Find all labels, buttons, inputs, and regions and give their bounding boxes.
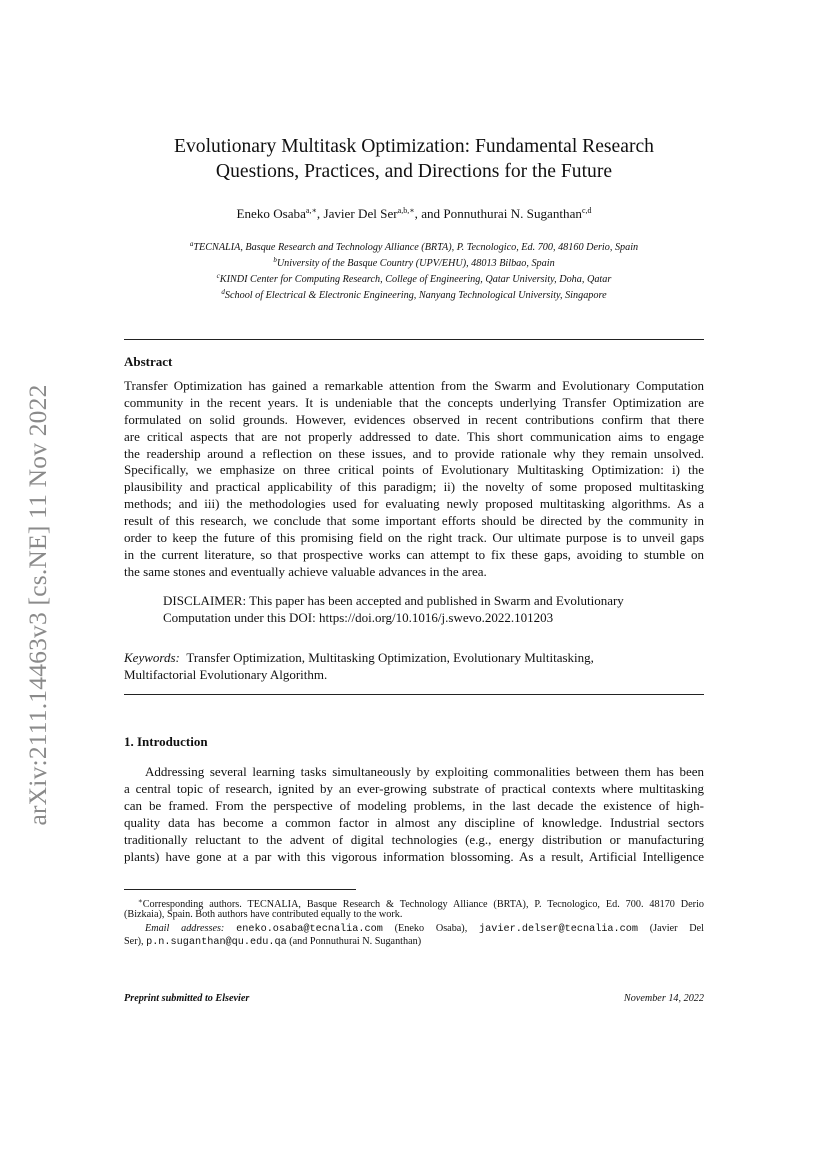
email-owner: (and Ponnuthurai N. Suganthan) bbox=[286, 936, 422, 948]
affiliation bbox=[124, 254, 704, 270]
affiliation bbox=[124, 286, 704, 302]
author-name: Ponnuthurai N. Suganthan bbox=[443, 206, 582, 221]
author-affil-mark: a,b,∗ bbox=[397, 206, 415, 215]
affiliation-list bbox=[124, 238, 704, 302]
footnote-line: (Bizkaia), Spain. Both authors have contributed equally to the work. bbox=[124, 909, 403, 921]
affiliation-text: School of Electrical & Electronic Engineering, Nanyang Technological University, Singapore bbox=[224, 290, 607, 302]
title-line-2: Questions, Practices, and Directions for the Future bbox=[215, 160, 613, 182]
abstract-line: community in the recent years. It is undeniable that the concepts underlying Transfer Optimization are bbox=[124, 394, 704, 410]
abstract-line: result of this research, we conclude that some important efforts should be directed by the community in bbox=[124, 513, 704, 529]
affiliation-mark: a bbox=[189, 240, 194, 248]
abstract-line: methods; and iii) the methodologies used for evaluating newly proposed multitasking algorithms. As a bbox=[124, 496, 704, 512]
footnote-rule bbox=[124, 889, 356, 890]
footer-preprint-note: Preprint submitted to Elsevier bbox=[124, 993, 250, 1004]
affiliation-text: University of the Basque Country (UPV/EHU), 48013 Bilbao, Spain bbox=[276, 258, 555, 270]
author-name: Eneko Osaba bbox=[236, 206, 306, 221]
intro-line: quality data has become a common factor in almost any discipline of knowledge. Industrial sectors bbox=[124, 815, 704, 830]
keywords-label: Keywords: bbox=[124, 650, 180, 665]
affiliation-text: KINDI Center for Computing Research, College of Engineering, Qatar University, Doha, Qatar bbox=[219, 274, 612, 286]
keywords-text: Transfer Optimization, Multitasking Optimization, Evolutionary Multitasking, bbox=[186, 650, 594, 665]
abstract-bottom-rule bbox=[124, 694, 704, 695]
author-separator: , and bbox=[414, 206, 444, 221]
footnote-emails-cont bbox=[124, 935, 704, 948]
intro-line: a central topic of research, ignited by an ever-growing substrate of practical contexts where multitasking bbox=[124, 781, 704, 796]
footnote-line bbox=[124, 895, 704, 908]
abstract-line: the same stones and eventually achieve valuable advances in the area. bbox=[124, 563, 487, 579]
disclaimer-line: DISCLAIMER: This paper has been accepted and published in Swarm and Evolutionary bbox=[163, 593, 624, 608]
introduction-body bbox=[124, 763, 704, 865]
arxiv-stamp: arXiv:2111.14463v3 [cs.NE] 11 Nov 2022 bbox=[23, 384, 52, 826]
email-link[interactable]: p.n.suganthan@qu.edu.qa bbox=[146, 937, 287, 949]
abstract-top-rule bbox=[124, 339, 704, 340]
abstract-line: in the current literature, so that prospective works can attempt to fix these gaps, avoiding to stumble on bbox=[124, 546, 704, 562]
author-separator: , bbox=[316, 206, 324, 221]
intro-line: Addressing several learning tasks simultaneously by exploiting commonalities between them has been bbox=[145, 764, 704, 779]
email-link[interactable]: javier.delser@tecnalia.com bbox=[479, 923, 638, 935]
footnote-text: Corresponding authors. TECNALIA, Basque Research & Technology Alliance (BRTA), P. Tecnologico, Ed. 700. 48170 Derio bbox=[142, 899, 704, 910]
title-line-1: Evolutionary Multitask Optimization: Fundamental Research bbox=[174, 136, 654, 157]
keywords bbox=[124, 650, 594, 684]
author-affil-mark: c,d bbox=[581, 206, 592, 215]
footnote-emails bbox=[124, 922, 704, 935]
disclaimer bbox=[163, 593, 624, 627]
affiliation bbox=[124, 238, 704, 254]
abstract-line: plausibility and practical applicability of this paradigm; ii) the novelty of some proposed multitasking bbox=[124, 479, 704, 495]
email-link[interactable]: eneko.osaba@tecnalia.com bbox=[236, 923, 383, 935]
abstract-body bbox=[124, 378, 704, 581]
email-owner: Ser), bbox=[124, 936, 147, 948]
footnote-mark: ∗ bbox=[138, 897, 143, 905]
abstract-line: Specifically, we emphasize on three critical points of Evolutionary Multitasking Optimization: i) the bbox=[124, 462, 704, 478]
email-label: Email addresses: bbox=[145, 922, 225, 934]
section-heading-introduction: 1. Introduction bbox=[124, 734, 208, 749]
abstract-line: Transfer Optimization has gained a remarkable attention from the Swarm and Evolutionary Computation bbox=[124, 378, 704, 393]
intro-line: traditionally reluctant to the advent of digital technologies (e.g., energy distribution or manufacturing bbox=[124, 832, 704, 847]
affiliation-mark: d bbox=[221, 288, 225, 297]
disclaimer-line: Computation under this DOI: https://doi.org/10.1016/j.swevo.2022.101203 bbox=[163, 609, 554, 625]
abstract-line: are critical aspects that are not properly addressed to date. This short communication aims to engage bbox=[124, 428, 704, 444]
footnote bbox=[124, 895, 704, 949]
abstract-line: the readership around a reflection on these issues, and to provide rationale why they remain unsolved. bbox=[124, 445, 704, 461]
footer-date: November 14, 2022 bbox=[623, 993, 704, 1004]
email-owner: (Javier Del bbox=[638, 922, 704, 934]
author-name: Javier Del Ser bbox=[323, 206, 398, 221]
intro-line: plants) have gone at a par with this vigorous information blossoming. As a result, Artificial Intelligence bbox=[124, 849, 704, 864]
author-list bbox=[124, 206, 704, 222]
affiliation-mark: c bbox=[216, 272, 220, 281]
author-affil-mark: a,∗ bbox=[305, 206, 317, 215]
paper-title bbox=[124, 135, 704, 184]
keywords-text: Multifactorial Evolutionary Algorithm. bbox=[124, 666, 328, 682]
abstract-line: formulated on solid grounds. However, evidences observed in recent contributions confirm that there bbox=[124, 411, 704, 427]
affiliation bbox=[124, 270, 704, 286]
email-owner: (Eneko Osaba), bbox=[382, 922, 480, 934]
intro-line: can be framed. From the perspective of modeling problems, in the last decade the existence of high- bbox=[124, 798, 704, 813]
affiliation-mark: b bbox=[273, 256, 277, 265]
abstract-line: order to keep the future of this promising field on the right track. Our ultimate purpose is to unveil gaps bbox=[124, 530, 704, 546]
abstract-heading: Abstract bbox=[124, 354, 173, 369]
affiliation-text: TECNALIA, Basque Research and Technology Alliance (BRTA), P. Tecnologico, Ed. 700, 48160 Derio, Spain bbox=[193, 242, 639, 253]
